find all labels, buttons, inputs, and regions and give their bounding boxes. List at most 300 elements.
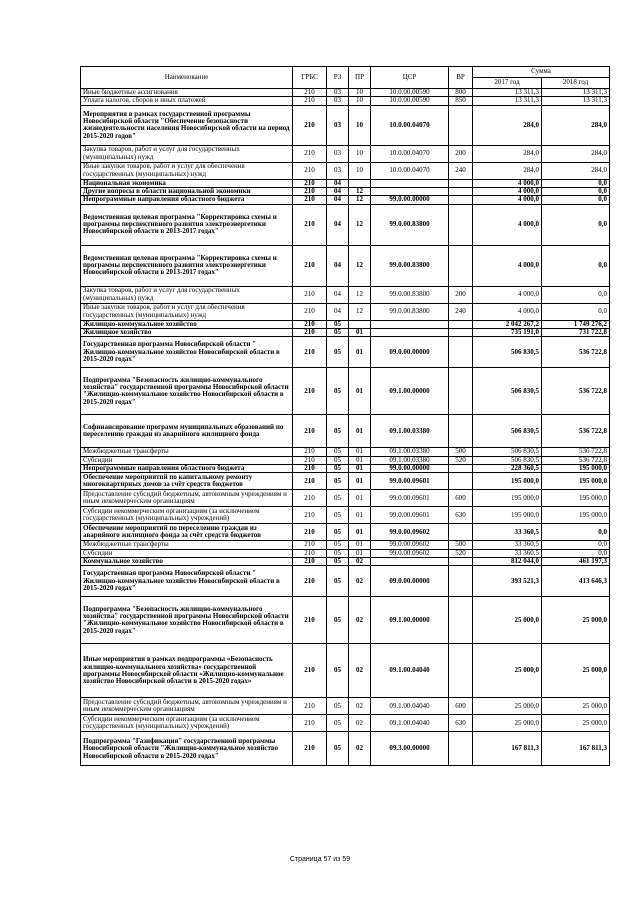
cell-pr: 12: [349, 286, 371, 303]
cell-sum-2018: 0,0: [542, 549, 610, 557]
cell-name: Закупка товаров, работ и услуг для государственных (муниципальных) нужд: [81, 145, 293, 162]
cell-sum-2017: 506 830,5: [473, 456, 542, 464]
cell-csr: [371, 558, 449, 566]
cell-vr: 600: [449, 490, 473, 507]
cell-grbs: 210: [293, 320, 327, 328]
cell-sum-2018: 195 000,0: [542, 473, 610, 490]
table-row: [81, 286, 610, 303]
cell-sum-2018: 167 811,3: [542, 732, 610, 766]
cell-sum-2017: 13 311,3: [473, 89, 542, 97]
table-row: [81, 541, 610, 549]
cell-vr: 630: [449, 507, 473, 524]
cell-name: Государственная программа Новосибирской области " Жилищно-коммунальное хозяйство Новосибирской области в 2015-2020 годах": [81, 566, 293, 597]
cell-csr: 99.0.00.09601: [371, 490, 449, 507]
cell-pr: 01: [349, 337, 371, 368]
cell-rz: 04: [327, 196, 349, 204]
cell-pr: [349, 179, 371, 187]
cell-csr: 09.1.00.00000: [371, 368, 449, 415]
cell-grbs: 210: [293, 337, 327, 368]
cell-csr: 09.0.00.00000: [371, 566, 449, 597]
cell-sum-2018: 284,0: [542, 162, 610, 179]
cell-csr: 99.0.00.09602: [371, 549, 449, 557]
cell-rz: 03: [327, 89, 349, 97]
table-row: [81, 473, 610, 490]
cell-grbs: 210: [293, 490, 327, 507]
cell-pr: 01: [349, 415, 371, 448]
cell-pr: 12: [349, 188, 371, 196]
cell-sum-2018: 536 722,8: [542, 337, 610, 368]
cell-sum-2017: 393 521,3: [473, 566, 542, 597]
cell-vr: [449, 465, 473, 473]
cell-sum-2018: 536 722,8: [542, 456, 610, 464]
cell-csr: 99.0.00.00000: [371, 196, 449, 204]
cell-sum-2017: 13 311,3: [473, 97, 542, 105]
cell-name: Жилищно-коммунальное хозяйство: [81, 320, 293, 328]
cell-sum-2018: 195 000,0: [542, 490, 610, 507]
table-row: [81, 179, 610, 187]
cell-grbs: 210: [293, 541, 327, 549]
cell-pr: 02: [349, 715, 371, 732]
cell-grbs: 210: [293, 448, 327, 456]
cell-sum-2017: 284,0: [473, 105, 542, 145]
table-row: [81, 732, 610, 766]
cell-rz: 05: [327, 558, 349, 566]
cell-pr: 01: [349, 541, 371, 549]
cell-sum-2018: 25 000,0: [542, 597, 610, 644]
table-row: [81, 145, 610, 162]
cell-rz: 04: [327, 188, 349, 196]
cell-rz: 05: [327, 597, 349, 644]
cell-vr: [449, 188, 473, 196]
cell-pr: 02: [349, 558, 371, 566]
cell-vr: [449, 337, 473, 368]
cell-pr: 10: [349, 145, 371, 162]
col-header-csr: ЦСР: [371, 67, 449, 89]
cell-name: Подпрограмма "Безопасность жилищно-коммунального хозяйства" государственной программы Новосибирской области "Жилищно-коммунальное хозяйство Новосибирской области в 2015-2020 годах": [81, 368, 293, 415]
cell-sum-2017: 228 360,5: [473, 465, 542, 473]
table-row: [81, 698, 610, 715]
cell-grbs: 210: [293, 162, 327, 179]
cell-csr: 99.0.00.09602: [371, 524, 449, 541]
cell-name: Обеспечение мероприятий по капитальному ремонту многоквартирных домов за счёт средств бюджетов: [81, 473, 293, 490]
table-row: [81, 204, 610, 245]
cell-rz: 05: [327, 715, 349, 732]
cell-grbs: 210: [293, 286, 327, 303]
table-row: [81, 196, 610, 204]
cell-name: Предоставление субсидий бюджетным, автономным учреждениям и иным некоммерческим организациям: [81, 698, 293, 715]
cell-vr: 630: [449, 715, 473, 732]
col-header-2017: 2017 год: [473, 78, 542, 89]
cell-grbs: 210: [293, 456, 327, 464]
cell-vr: [449, 105, 473, 145]
cell-pr: 01: [349, 456, 371, 464]
cell-name: Субсидии некоммерческим организациям (за исключением государственных (муниципальных) учреждений): [81, 715, 293, 732]
cell-rz: 05: [327, 465, 349, 473]
cell-name: Подпрограмма "Газификация" государственной программы Новосибирской области "Жилищно-коммунальное хозяйство Новосибирской области в 2015-2020 годах": [81, 732, 293, 766]
cell-csr: 09.1.00.00000: [371, 597, 449, 644]
cell-vr: 800: [449, 89, 473, 97]
cell-sum-2017: 25 000,0: [473, 715, 542, 732]
cell-vr: 500: [449, 541, 473, 549]
cell-grbs: 210: [293, 732, 327, 766]
col-header-2018: 2018 год: [542, 78, 610, 89]
cell-grbs: 210: [293, 245, 327, 286]
cell-rz: 04: [327, 245, 349, 286]
cell-csr: 99.0.00.83800: [371, 245, 449, 286]
cell-rz: 04: [327, 286, 349, 303]
cell-sum-2018: 25 000,0: [542, 644, 610, 698]
cell-vr: 240: [449, 303, 473, 320]
cell-name: Межбюджетные трансферты: [81, 541, 293, 549]
cell-csr: 10.0.00.04070: [371, 105, 449, 145]
cell-vr: [449, 245, 473, 286]
cell-sum-2017: 195 000,0: [473, 507, 542, 524]
cell-vr: [449, 368, 473, 415]
cell-name: Субсидии: [81, 549, 293, 557]
cell-sum-2017: 284,0: [473, 145, 542, 162]
cell-sum-2018: 731 722,8: [542, 329, 610, 337]
cell-sum-2018: 0,0: [542, 245, 610, 286]
cell-pr: 01: [349, 329, 371, 337]
cell-sum-2018: 0,0: [542, 204, 610, 245]
cell-name: Субсидии: [81, 456, 293, 464]
cell-rz: 05: [327, 456, 349, 464]
cell-csr: 09.1.00.03380: [371, 415, 449, 448]
table-body: [81, 89, 610, 766]
cell-rz: 04: [327, 303, 349, 320]
cell-pr: 01: [349, 473, 371, 490]
cell-rz: 05: [327, 698, 349, 715]
cell-sum-2018: 284,0: [542, 105, 610, 145]
cell-pr: 01: [349, 368, 371, 415]
cell-name: Ведомственная целевая программа "Корректировка схемы и программы перспективного развития электроэнергетики Новосибирской области в 2013-2017 годах": [81, 245, 293, 286]
cell-vr: 520: [449, 456, 473, 464]
cell-name: Предоставление субсидий бюджетным, автономным учреждениям и иным некоммерческим организациям: [81, 490, 293, 507]
cell-rz: 05: [327, 490, 349, 507]
cell-pr: 12: [349, 196, 371, 204]
table-row: [81, 448, 610, 456]
cell-csr: 09.1.00.03380: [371, 448, 449, 456]
cell-rz: 04: [327, 204, 349, 245]
cell-sum-2017: 195 000,0: [473, 490, 542, 507]
cell-sum-2017: 4 000,0: [473, 286, 542, 303]
col-header-vr: ВР: [449, 67, 473, 89]
cell-vr: [449, 415, 473, 448]
cell-grbs: 210: [293, 204, 327, 245]
cell-rz: 05: [327, 541, 349, 549]
table-row: [81, 337, 610, 368]
cell-pr: 01: [349, 549, 371, 557]
cell-vr: [449, 524, 473, 541]
cell-sum-2017: 2 042 267,2: [473, 320, 542, 328]
cell-rz: 05: [327, 566, 349, 597]
table-row: [81, 597, 610, 644]
cell-sum-2017: 506 830,5: [473, 415, 542, 448]
cell-sum-2017: 4 000,0: [473, 188, 542, 196]
table-row: [81, 715, 610, 732]
cell-rz: 03: [327, 145, 349, 162]
cell-sum-2017: 4 000,0: [473, 179, 542, 187]
cell-vr: 500: [449, 448, 473, 456]
cell-csr: 09.0.00.00000: [371, 337, 449, 368]
cell-name: Иные закупки товаров, работ и услуг для обеспечения государственных (муниципальных) нужд: [81, 162, 293, 179]
cell-pr: 10: [349, 97, 371, 105]
cell-name: Иные бюджетные ассигнования: [81, 89, 293, 97]
cell-sum-2018: 0,0: [542, 541, 610, 549]
table-row: [81, 105, 610, 145]
table-row: [81, 320, 610, 328]
cell-sum-2017: 4 000,0: [473, 196, 542, 204]
cell-pr: 02: [349, 732, 371, 766]
cell-pr: 01: [349, 507, 371, 524]
cell-rz: 05: [327, 320, 349, 328]
cell-grbs: 210: [293, 524, 327, 541]
col-header-sum: Сумма: [473, 67, 610, 78]
cell-sum-2017: 25 000,0: [473, 698, 542, 715]
cell-name: Непрограммные направления областного бюджета: [81, 465, 293, 473]
cell-rz: 05: [327, 507, 349, 524]
cell-sum-2018: 0,0: [542, 286, 610, 303]
table-row: [81, 549, 610, 557]
cell-grbs: 210: [293, 415, 327, 448]
table-row: [81, 507, 610, 524]
cell-csr: [371, 188, 449, 196]
cell-sum-2018: 13 311,3: [542, 89, 610, 97]
cell-vr: 600: [449, 698, 473, 715]
cell-name: Мероприятия в рамках государственной программы Новосибирской области "Обеспечение безопасности жизнедеятельности населения Новосибирской области на период 2015-2020 годов": [81, 105, 293, 145]
cell-grbs: 210: [293, 105, 327, 145]
cell-csr: 10.0.00.04070: [371, 145, 449, 162]
cell-sum-2017: 33 360,5: [473, 541, 542, 549]
cell-sum-2018: 0,0: [542, 524, 610, 541]
cell-grbs: 210: [293, 715, 327, 732]
cell-rz: 05: [327, 329, 349, 337]
header-row: [81, 67, 610, 78]
cell-sum-2017: 4 000,0: [473, 204, 542, 245]
cell-sum-2018: 25 000,0: [542, 715, 610, 732]
cell-grbs: 210: [293, 558, 327, 566]
cell-sum-2017: 167 811,3: [473, 732, 542, 766]
table-row: [81, 188, 610, 196]
cell-grbs: 210: [293, 473, 327, 490]
col-header-pr: ПР: [349, 67, 371, 89]
cell-pr: 12: [349, 204, 371, 245]
cell-pr: 02: [349, 597, 371, 644]
cell-vr: [449, 558, 473, 566]
cell-sum-2017: 735 191,0: [473, 329, 542, 337]
cell-rz: 05: [327, 415, 349, 448]
cell-csr: [371, 320, 449, 328]
cell-vr: [449, 204, 473, 245]
cell-sum-2018: 1 749 276,2: [542, 320, 610, 328]
cell-vr: [449, 473, 473, 490]
cell-sum-2018: 413 646,3: [542, 566, 610, 597]
cell-sum-2017: 506 830,5: [473, 337, 542, 368]
cell-vr: [449, 566, 473, 597]
table-row: [81, 456, 610, 464]
cell-vr: [449, 179, 473, 187]
table-row: [81, 303, 610, 320]
table-row: [81, 415, 610, 448]
cell-grbs: 210: [293, 566, 327, 597]
cell-csr: 09.3.00.00000: [371, 732, 449, 766]
cell-grbs: 210: [293, 549, 327, 557]
cell-sum-2017: 33 360,5: [473, 549, 542, 557]
cell-sum-2018: 0,0: [542, 188, 610, 196]
cell-name: Государственная программа Новосибирской области " Жилищно-коммунальное хозяйство Новосибирской области в 2015-2020 годах": [81, 337, 293, 368]
cell-sum-2018: 25 000,0: [542, 698, 610, 715]
cell-pr: 02: [349, 566, 371, 597]
cell-pr: 10: [349, 105, 371, 145]
cell-name: Коммунальное хозяйство: [81, 558, 293, 566]
cell-csr: 99.0.00.09602: [371, 541, 449, 549]
cell-rz: 03: [327, 97, 349, 105]
cell-pr: 10: [349, 89, 371, 97]
cell-pr: 01: [349, 448, 371, 456]
cell-sum-2018: 195 000,0: [542, 507, 610, 524]
cell-pr: 02: [349, 644, 371, 698]
cell-name: Субсидии некоммерческим организациям (за исключением государственных (муниципальных) учреждений): [81, 507, 293, 524]
table-row: [81, 89, 610, 97]
cell-name: Софинансирование программ муниципальных образований по переселению граждан из аварийного жилищного фонда: [81, 415, 293, 448]
page-number: Страница 57 из 59: [289, 856, 351, 863]
cell-csr: [371, 329, 449, 337]
cell-sum-2018: 0,0: [542, 179, 610, 187]
cell-csr: 99.0.00.83800: [371, 303, 449, 320]
cell-grbs: 210: [293, 145, 327, 162]
cell-csr: 09.1.00.04040: [371, 644, 449, 698]
cell-vr: [449, 732, 473, 766]
col-header-rz: РЗ: [327, 67, 349, 89]
cell-grbs: 210: [293, 303, 327, 320]
cell-sum-2017: 812 044,0: [473, 558, 542, 566]
cell-name: Уплата налогов, сборов и иных платежей: [81, 97, 293, 105]
cell-rz: 05: [327, 448, 349, 456]
cell-sum-2018: 0,0: [542, 303, 610, 320]
cell-name: Жилищное хозяйство: [81, 329, 293, 337]
cell-csr: 99.0.00.00000: [371, 465, 449, 473]
cell-name: Иные закупки товаров, работ и услуг для обеспечения государственных (муниципальных) нужд: [81, 303, 293, 320]
cell-rz: 03: [327, 162, 349, 179]
cell-name: Подпрограмма "Безопасность жилищно-коммунального хозяйства" государственной программы Новосибирской области "Жилищно-коммунальное хозяйство Новосибирской области в 2015-2020 годах": [81, 597, 293, 644]
cell-grbs: 210: [293, 329, 327, 337]
col-header-grbs: ГРБС: [293, 67, 327, 89]
cell-vr: 200: [449, 145, 473, 162]
cell-sum-2018: 195 000,0: [542, 465, 610, 473]
table-row: [81, 524, 610, 541]
cell-csr: [371, 179, 449, 187]
table-row: [81, 329, 610, 337]
cell-pr: 01: [349, 524, 371, 541]
table-row: [81, 465, 610, 473]
cell-name: Другие вопросы в области национальной экономики: [81, 188, 293, 196]
table-row: [81, 644, 610, 698]
cell-sum-2018: 536 722,8: [542, 368, 610, 415]
cell-sum-2018: 536 722,8: [542, 415, 610, 448]
cell-rz: 05: [327, 524, 349, 541]
cell-grbs: 210: [293, 196, 327, 204]
cell-sum-2017: 284,0: [473, 162, 542, 179]
table-row: [81, 162, 610, 179]
cell-pr: 10: [349, 162, 371, 179]
cell-rz: 05: [327, 337, 349, 368]
cell-csr: 09.1.00.03380: [371, 456, 449, 464]
table-row: [81, 368, 610, 415]
cell-pr: 02: [349, 698, 371, 715]
cell-sum-2017: 25 000,0: [473, 597, 542, 644]
cell-rz: 05: [327, 732, 349, 766]
cell-csr: 99.0.00.09601: [371, 473, 449, 490]
cell-sum-2017: 4 000,0: [473, 245, 542, 286]
cell-grbs: 210: [293, 597, 327, 644]
cell-vr: [449, 644, 473, 698]
cell-name: Иные мероприятия в рамках подпрограммы «Безопасность жилищно-коммунального хозяйства» государственной программы Новосибирской области «Жилищно-коммунальное хозяйство Новосибирской области в 2015-2020 годах»: [81, 644, 293, 698]
cell-vr: 240: [449, 162, 473, 179]
cell-rz: 04: [327, 179, 349, 187]
cell-rz: 05: [327, 473, 349, 490]
cell-vr: [449, 597, 473, 644]
table-row: [81, 97, 610, 105]
cell-grbs: 210: [293, 368, 327, 415]
cell-rz: 05: [327, 368, 349, 415]
cell-grbs: 210: [293, 89, 327, 97]
table-row: [81, 245, 610, 286]
cell-vr: [449, 320, 473, 328]
cell-sum-2017: 506 830,5: [473, 368, 542, 415]
cell-grbs: 210: [293, 465, 327, 473]
cell-sum-2017: 4 000,0: [473, 303, 542, 320]
cell-name: Национальная экономика: [81, 179, 293, 187]
cell-csr: 99.0.00.09601: [371, 507, 449, 524]
cell-vr: [449, 196, 473, 204]
cell-name: Межбюджетные трансферты: [81, 448, 293, 456]
cell-grbs: 210: [293, 188, 327, 196]
cell-sum-2017: 195 000,0: [473, 473, 542, 490]
cell-grbs: 210: [293, 698, 327, 715]
cell-sum-2018: 0,0: [542, 196, 610, 204]
cell-grbs: 210: [293, 507, 327, 524]
cell-rz: 05: [327, 549, 349, 557]
cell-name: Закупка товаров, работ и услуг для государственных (муниципальных) нужд: [81, 286, 293, 303]
cell-pr: 01: [349, 465, 371, 473]
cell-name: Непрограммные направления областного бюджета: [81, 196, 293, 204]
col-header-name: Наименование: [81, 67, 293, 89]
cell-grbs: 210: [293, 644, 327, 698]
cell-sum-2017: 506 830,5: [473, 448, 542, 456]
cell-rz: 05: [327, 644, 349, 698]
cell-name: Обеспечение мероприятий по переселению граждан из аварийного жилищного фонда за счёт средств бюджетов: [81, 524, 293, 541]
cell-csr: 10.0.00.00590: [371, 97, 449, 105]
cell-sum-2018: 461 197,3: [542, 558, 610, 566]
cell-csr: 09.1.00.04040: [371, 715, 449, 732]
cell-csr: 10.0.00.00590: [371, 89, 449, 97]
cell-vr: [449, 329, 473, 337]
cell-vr: 200: [449, 286, 473, 303]
cell-pr: [349, 320, 371, 328]
cell-grbs: 210: [293, 179, 327, 187]
cell-pr: 01: [349, 490, 371, 507]
cell-csr: 09.1.00.04040: [371, 698, 449, 715]
table-row: [81, 490, 610, 507]
cell-rz: 03: [327, 105, 349, 145]
cell-csr: 10.0.00.04070: [371, 162, 449, 179]
cell-sum-2017: 33 360,5: [473, 524, 542, 541]
cell-vr: 520: [449, 549, 473, 557]
cell-sum-2018: 536 722,8: [542, 448, 610, 456]
cell-vr: 850: [449, 97, 473, 105]
table-row: [81, 558, 610, 566]
cell-csr: 99.0.00.83800: [371, 204, 449, 245]
